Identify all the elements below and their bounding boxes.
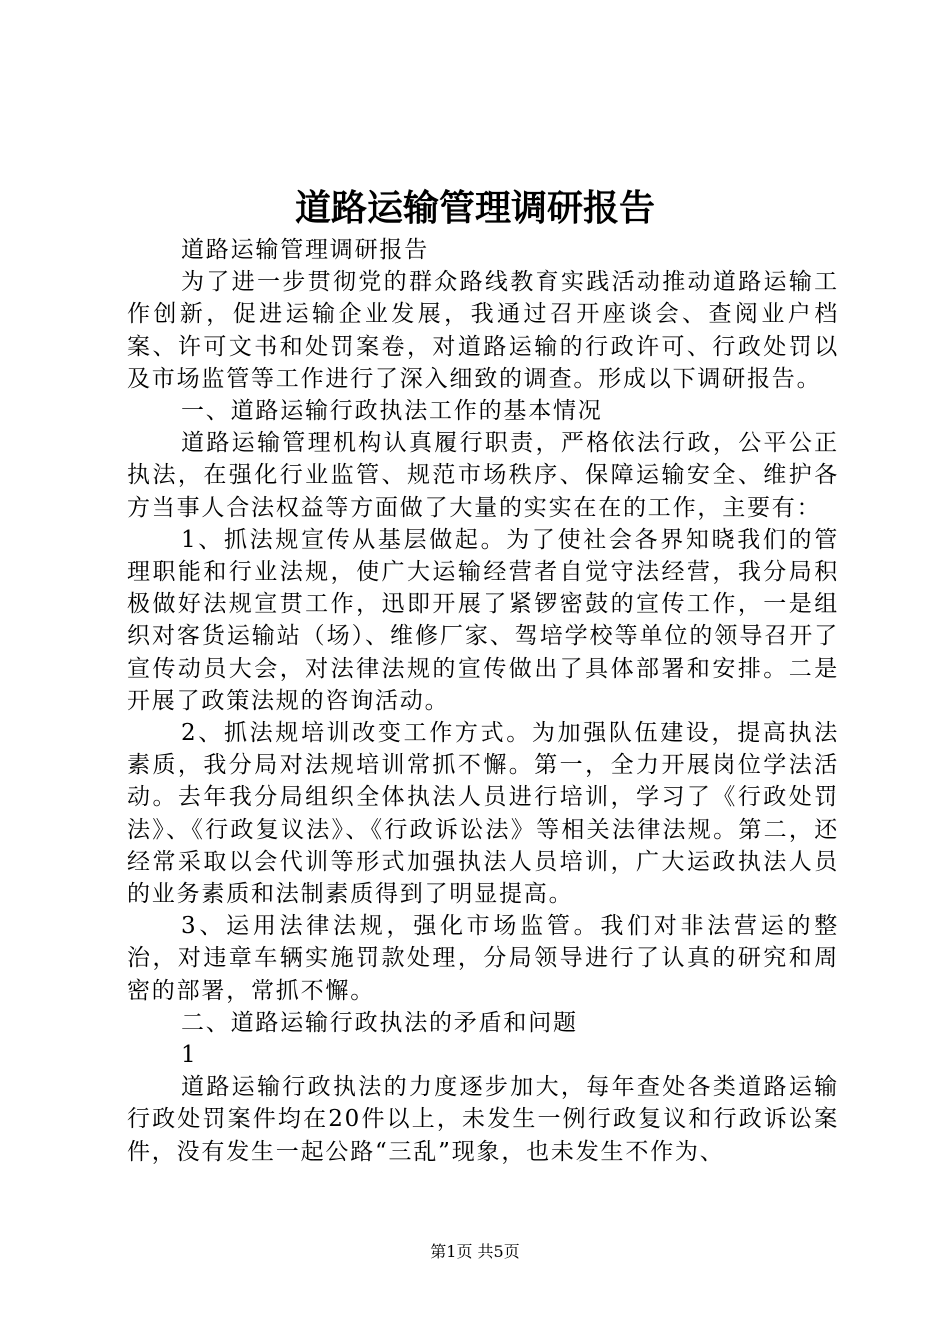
paragraph-number-1: 1	[181, 1042, 198, 1069]
document-body	[127, 234, 839, 1168]
section-heading-2: 二、道路运输行政执法的矛盾和问题	[181, 1009, 578, 1036]
page-footer: 第1页 共5页	[430, 1242, 520, 1261]
paragraph-item-1: 1、抓法规宣传从基层做起。为了使社会各界知晓我们的管理职能和行业法规，使广大运输经营者自觉守法经营，我分局积极做好法规宣贯工作，迅即开展了紧锣密鼓的宣传工作，一是组织对客货运输站（场）、维修厂家、驾培学校等单位的领导召开了宣传动员大会，对法律法规的宣传做出了具体部署和安排。二是开展了政策法规的咨询活动。	[127, 526, 839, 714]
paragraph-basic-situation: 道路运输管理机构认真履行职责，严格依法行政，公平公正执法，在强化行业监管、规范市场秩序、保障运输安全、维护各方当事人合法权益等方面做了大量的实实在在的工作，主要有：	[127, 430, 839, 521]
paragraph-item-3: 3、运用法律法规，强化市场监管。我们对非法营运的整治，对违章车辆实施罚款处理，分局领导进行了认真的研究和周密的部署，常抓不懈。	[127, 913, 839, 1004]
document-title: 道路运输管理调研报告	[294, 187, 655, 229]
paragraph-intro: 为了进一步贯彻党的群众路线教育实践活动推动道路运输工作创新，促进运输企业发展，我通过召开座谈会、查阅业户档案、许可文书和处罚案卷，对道路运输的行政许可、行政处罚以及市场监管等工作进行了深入细致的调查。形成以下调研报告。	[127, 269, 839, 392]
paragraph-item-2: 2、抓法规培训改变工作方式。为加强队伍建设，提高执法素质，我分局对法规培训常抓不懈。第一，全力开展岗位学法活动。去年我分局组织全体执法人员进行培训，学习了《行政处罚法》、《行政复议法》、《行政诉讼法》等相关法律法规。第二，还经常采取以会代训等形式加强执法人员培训，广大运政执法人员的业务素质和法制素质得到了明显提高。	[127, 720, 839, 908]
paragraph-enforcement: 道路运输行政执法的力度逐步加大，每年查处各类道路运输行政处罚案件均在20件以上，未发生一例行政复议和行政诉讼案件，没有发生一起公路“三乱”现象，也未发生不作为、	[127, 1074, 839, 1165]
paragraph-subtitle: 道路运输管理调研报告	[181, 237, 429, 263]
section-heading-1: 一、道路运输行政执法工作的基本情况	[181, 398, 603, 425]
